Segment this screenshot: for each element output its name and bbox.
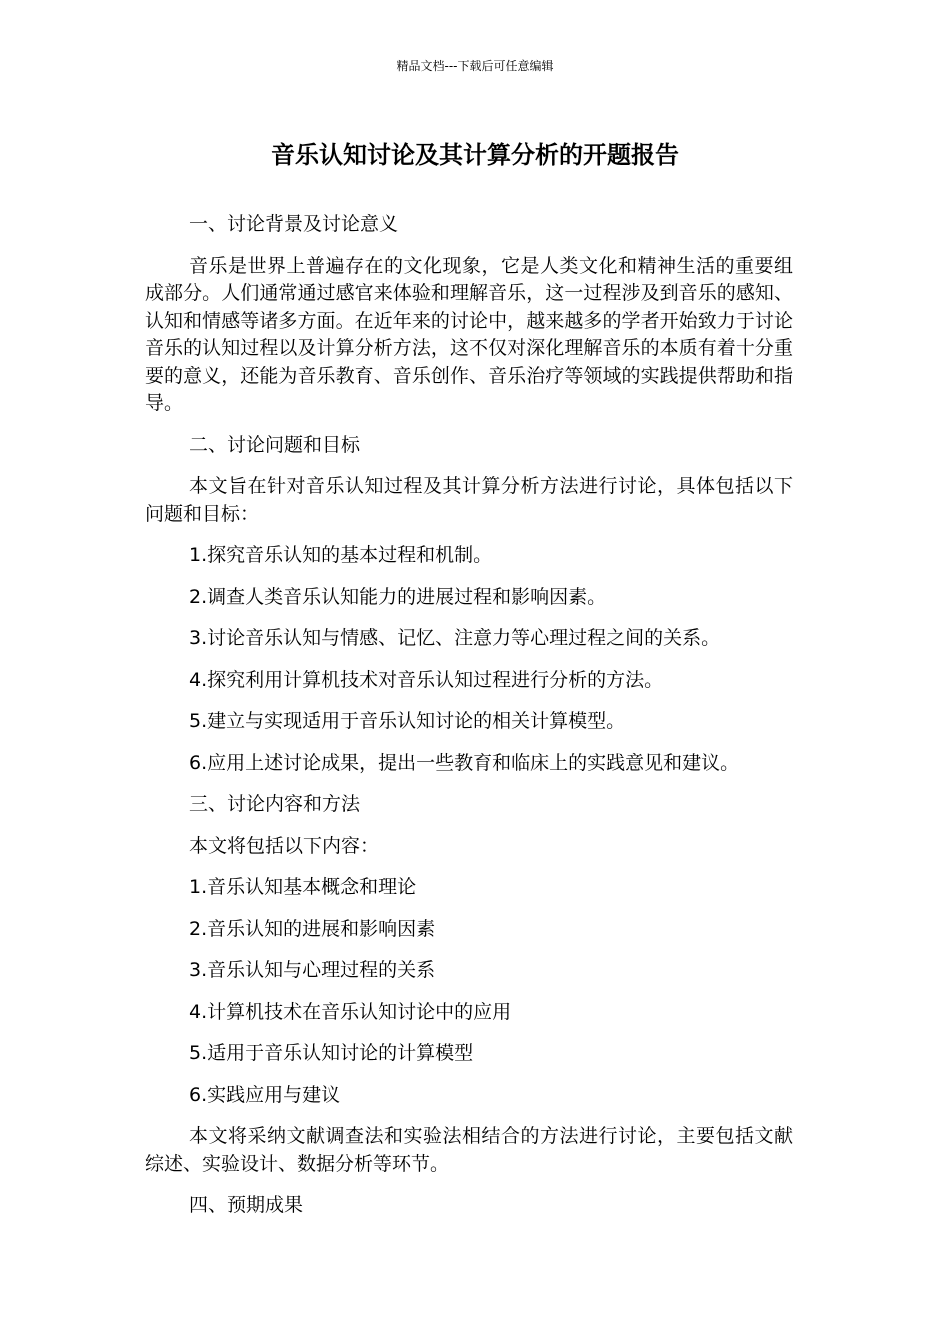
section-heading-questions: 二、讨论问题和目标 [189, 433, 361, 456]
list-item-content-5: 5.适用于音乐认知讨论的计算模型 [189, 1042, 474, 1064]
section-heading-outcomes: 四、预期成果 [189, 1194, 304, 1216]
list-item-goal-4: 4.探究利用计算机技术对音乐认知过程进行分析的方法。 [189, 668, 664, 691]
body-paragraph-methods: 本文将采纳文献调查法和实验法相结合的方法进行讨论，主要包括文献综述、实验设计、数据分析等环节。 [145, 1125, 793, 1175]
list-item-goal-6: 6.应用上述讨论成果，提出一些教育和临床上的实践意见和建议。 [189, 751, 740, 774]
document-title: 音乐认知讨论及其计算分析的开题报告 [271, 141, 679, 169]
list-item-content-6: 6.实践应用与建议 [189, 1083, 341, 1106]
list-item-goal-2: 2.调查人类音乐认知能力的进展过程和影响因素。 [189, 585, 607, 608]
list-item-content-4: 4.计算机技术在音乐认知讨论中的应用 [189, 1000, 512, 1023]
list-item-content-3: 3.音乐认知与心理过程的关系 [189, 959, 436, 981]
section-heading-content: 三、讨论内容和方法 [189, 793, 361, 815]
list-item-content-1: 1.音乐认知基本概念和理论 [189, 876, 417, 898]
body-paragraph-content-intro: 本文将包括以下内容： [189, 834, 380, 857]
section-heading-background: 一、讨论背景及讨论意义 [189, 213, 399, 235]
list-item-goal-1: 1.探究音乐认知的基本过程和机制。 [189, 544, 493, 566]
list-item-goal-5: 5.建立与实现适用于音乐认知讨论的相关计算模型。 [189, 710, 626, 732]
list-item-content-2: 2.音乐认知的进展和影响因素 [189, 917, 436, 940]
body-paragraph-questions-intro: 本文旨在针对音乐认知过程及其计算分析方法进行讨论，具体包括以下问题和目标： [145, 475, 793, 525]
page-header: 精品文档---下载后可任意编辑 [396, 59, 554, 73]
document-body [145, 211, 793, 1234]
list-item-goal-3: 3.讨论音乐认知与情感、记忆、注意力等心理过程之间的关系。 [189, 627, 721, 649]
body-paragraph-background: 音乐是世界上普遍存在的文化现象，它是人类文化和精神生活的重要组成部分。人们通常通过感官来体验和理解音乐，这一过程涉及到音乐的感知、认知和情感等诸多方面。在近年来的讨论中，越来越多的学者开始致力于讨论音乐的认知过程以及计算分析方法，这不仅对深化理解音乐的本质有着十分重要的意义，还能为音乐教育、音乐创作、音乐治疗等领域的实践提供帮助和指导。 [145, 254, 793, 414]
